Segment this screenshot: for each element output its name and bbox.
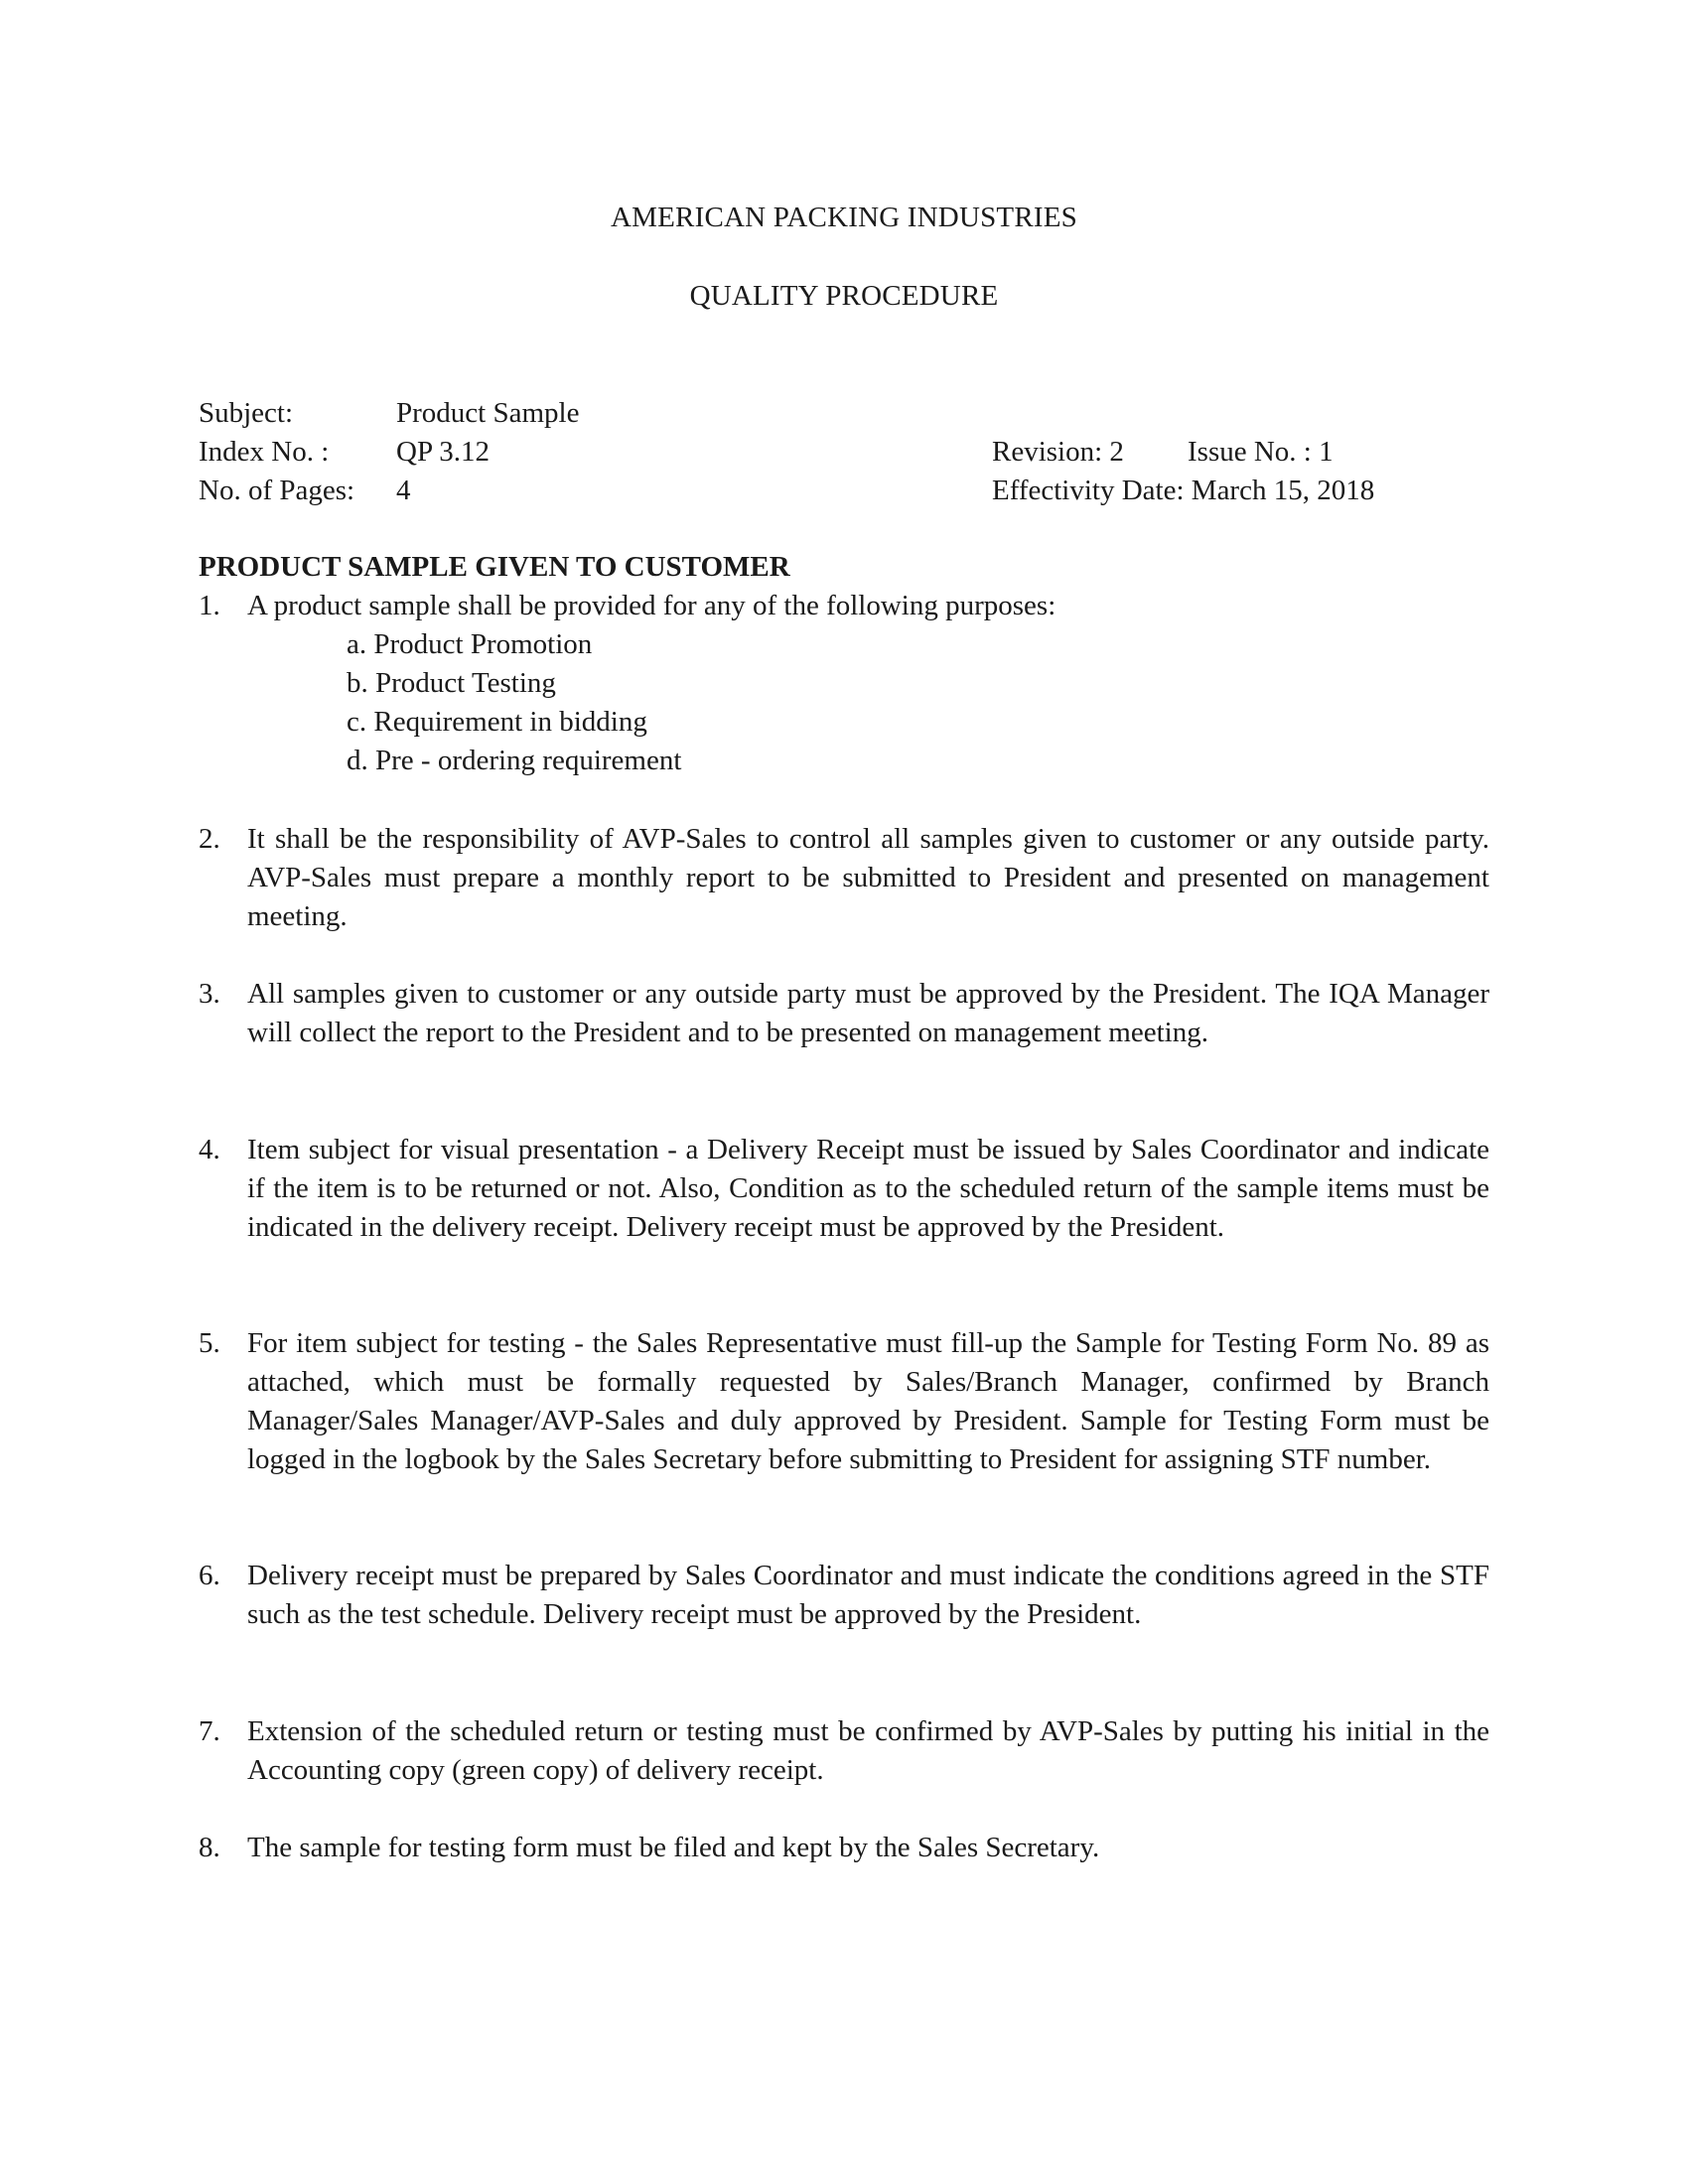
pages-label: No. of Pages: [199,475,355,506]
list-item [199,587,1489,625]
item-number: 4. [199,1134,220,1165]
item-text: Delivery receipt must be prepared by Sales Coordinator and must indicate the conditions agreed in the STF such as the test schedule. Delivery receipt must be approved by the President. [247,1560,1489,1630]
sub-item: d. Pre - ordering requirement [347,745,682,776]
index-label: Index No. : [199,436,330,468]
index-value: QP 3.12 [396,436,490,468]
section-title: PRODUCT SAMPLE GIVEN TO CUSTOMER [199,551,790,583]
item-number: 3. [199,978,220,1010]
item-number: 5. [199,1327,220,1359]
sub-item: b. Product Testing [347,667,556,699]
list-item [199,1131,1489,1247]
item-text: A product sample shall be provided for any of the following purposes: [247,590,1056,621]
item-text: For item subject for testing - the Sales Representative must fill-up the Sample for Testing Form No. 89 as attached, which must be formally requested by Sales/Branch Manager, confirmed by Branch Manager/Sales Manager/AVP-Sales and duly approved by President. Sample for Testing Form must be logged in the logbook by the Sales Secretary before submitting to President for assigning STF number. [247,1327,1489,1475]
list-item [199,975,1489,1052]
item-text: Item subject for visual presentation - a Delivery Receipt must be issued by Sales Coordinator and indicate if the item is to be returned or not. Also, Condition as to the scheduled return of the sample items must be indicated in the delivery receipt. Delivery receipt must be approved by the President. [247,1134,1489,1243]
item-text: Extension of the scheduled return or testing must be confirmed by AVP-Sales by putting his initial in the Accounting copy (green copy) of delivery receipt. [247,1715,1489,1786]
pages-value: 4 [396,475,411,506]
item-text: All samples given to customer or any outside party must be approved by the President. The IQA Manager will collect the report to the President and to be presented on management meeting. [247,978,1489,1048]
list-item [199,1712,1489,1790]
effectivity-date: Effectivity Date: March 15, 2018 [992,475,1375,506]
list-item [199,1324,1489,1479]
subject-label: Subject: [199,397,294,429]
meta-pages-row [199,472,1489,510]
list-item [199,1829,1489,1867]
item-number: 2. [199,823,220,855]
company-name: AMERICAN PACKING INDUSTRIES [611,202,1077,233]
issue-value: Issue No. : 1 [1188,436,1334,468]
item-number: 8. [199,1832,220,1863]
item-text: The sample for testing form must be filed and kept by the Sales Secretary. [247,1832,1100,1863]
list-item [199,820,1489,936]
document-type: QUALITY PROCEDURE [689,280,999,312]
item-text: It shall be the responsibility of AVP-Sales to control all samples given to customer or any outside party. AVP-Sales must prepare a monthly report to be submitted to President and presented on management meeting. [247,823,1489,932]
revision-value: Revision: 2 [992,436,1124,468]
sub-item: a. Product Promotion [347,628,593,660]
meta-subject-row [199,394,1489,433]
item-number: 1. [199,590,220,621]
list-item [199,1557,1489,1634]
item-number: 7. [199,1715,220,1747]
item-number: 6. [199,1560,220,1591]
sub-item: c. Requirement in bidding [347,706,647,738]
meta-index-row [199,433,1489,472]
subject-value: Product Sample [396,397,580,429]
